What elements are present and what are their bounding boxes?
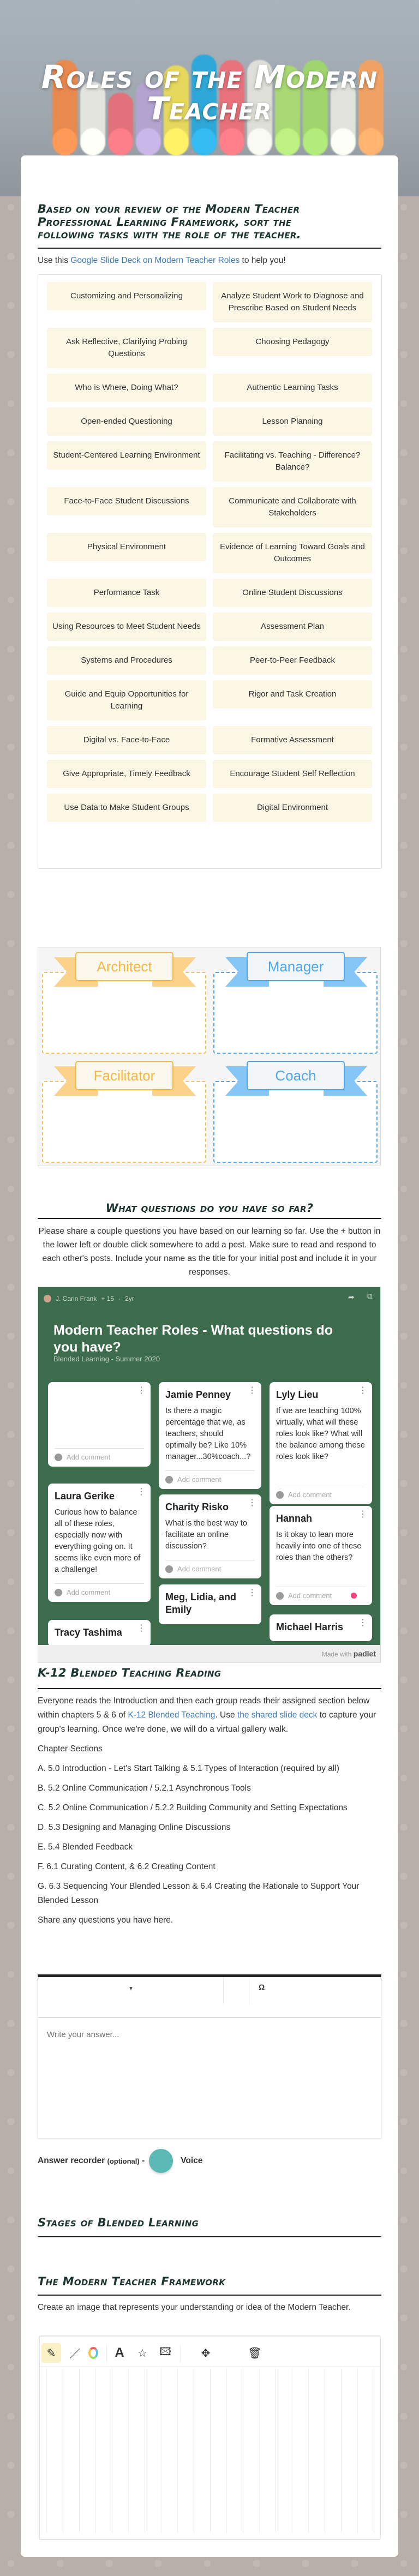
answer-textarea[interactable] — [38, 2019, 381, 2138]
optional-label: (optional) — [107, 2157, 140, 2165]
padlet-subtitle: Blended Learning - Summer 2020 — [53, 1355, 160, 1363]
post-body: Is it okay to lean more heavily into one of these roles than the others? — [276, 1530, 362, 1563]
task-card[interactable]: Performance Task — [47, 579, 206, 607]
share-prompt: Share any questions you have here. — [38, 1916, 173, 1925]
task-card[interactable]: Rigor and Task Creation — [213, 680, 372, 708]
padlet-logo: padlet — [353, 1649, 376, 1658]
task-card[interactable]: Digital Environment — [213, 794, 372, 822]
role-label: Coach — [247, 1061, 345, 1090]
user-avatar — [55, 1454, 62, 1461]
user-avatar — [276, 1491, 284, 1499]
more-options-icon[interactable]: ⋮ — [358, 1618, 367, 1628]
share-icon[interactable]: ➦ — [348, 1293, 355, 1301]
more-options-icon[interactable]: ⋮ — [137, 1624, 146, 1633]
padlet-age: 2yr — [125, 1295, 134, 1302]
move-icon[interactable]: ✥ — [201, 2347, 211, 2359]
task-card[interactable]: Physical Environment — [47, 533, 206, 561]
task-card[interactable]: Facilitating vs. Teaching - Difference? Balance? — [213, 441, 372, 482]
add-comment-placeholder: Add comment — [288, 1491, 332, 1499]
more-options-icon[interactable]: ⋮ — [358, 1510, 367, 1519]
chapter-sections-label: Chapter Sections — [38, 1744, 103, 1754]
slide-deck-link[interactable]: Google Slide Deck on Modern Teacher Roles — [70, 256, 240, 265]
voice-label: Voice — [181, 2156, 203, 2165]
format-dropdown[interactable]: ▾ — [129, 1985, 133, 1992]
padlet-meta — [44, 1295, 134, 1302]
dash: - — [142, 2156, 145, 2165]
task-card[interactable]: Guide and Equip Opportunities for Learning — [47, 680, 206, 720]
post-author: Tracy Tashima — [55, 1627, 122, 1638]
task-card[interactable]: Digital vs. Face-to-Face — [47, 726, 206, 754]
post-body: What is the best way to facilitate an online discussion? — [165, 1519, 247, 1551]
task-card[interactable]: Ask Reflective, Clarifying Probing Questions — [47, 328, 206, 368]
padlet-post[interactable] — [270, 1614, 372, 1641]
color-picker-icon[interactable] — [83, 2343, 103, 2363]
open-external-icon[interactable]: ⧉ — [367, 1292, 373, 1301]
task-card[interactable]: Use Data to Make Student Groups — [47, 794, 206, 822]
page-title: Roles of the Modern Teacher — [41, 58, 378, 127]
toolbar-divider — [40, 2366, 380, 2367]
made-with-label: Made with — [321, 1650, 352, 1658]
task-card[interactable]: Formative Assessment — [213, 726, 372, 754]
shared-slide-deck-link[interactable]: the shared slide deck — [237, 1710, 318, 1720]
chapter-section-item: B. 5.2 Online Communication / 5.2.1 Asynchronous Tools — [38, 1784, 251, 1793]
padlet-post[interactable] — [48, 1620, 151, 1647]
add-comment-placeholder: Add comment — [67, 1588, 111, 1597]
post-author: Hannah — [276, 1513, 313, 1524]
add-comment-field[interactable] — [55, 1448, 144, 1467]
shape-star-icon[interactable]: ☆ — [137, 2347, 147, 2359]
task-card[interactable]: Communicate and Collaborate with Stakeholders — [213, 487, 372, 527]
divider — [38, 1688, 381, 1689]
divider — [38, 2236, 381, 2237]
task-card[interactable]: Using Resources to Meet Student Needs — [47, 613, 206, 641]
task-card[interactable]: Authentic Learning Tasks — [213, 374, 372, 402]
add-comment-field[interactable] — [165, 1560, 255, 1578]
user-avatar — [276, 1592, 284, 1600]
task-card[interactable]: Peer-to-Peer Feedback — [213, 646, 372, 675]
toolbar-separator — [223, 1977, 224, 2004]
framework-heading: The Modern Teacher Framework — [38, 2275, 226, 2288]
post-author: Lyly Lieu — [276, 1389, 319, 1400]
divider — [38, 248, 381, 249]
padlet-post[interactable] — [159, 1494, 261, 1578]
task-card[interactable]: Systems and Procedures — [47, 646, 206, 675]
questions-heading: What questions do you have so far? — [105, 1202, 314, 1215]
reaction-dot — [351, 1593, 357, 1599]
insert-image-icon[interactable]: 🖾 — [159, 2346, 171, 2358]
text-tool-icon[interactable]: A — [115, 2345, 124, 2360]
drawing-whiteboard[interactable] — [39, 2335, 381, 2540]
task-card[interactable]: Give Appropriate, Timely Feedback — [47, 760, 206, 788]
padlet-post[interactable] — [270, 1382, 372, 1504]
chapter-section-item: C. 5.2 Online Communication / 5.2.2 Building Community and Setting Expectations — [38, 1803, 348, 1812]
user-avatar — [165, 1565, 173, 1573]
intro-text-end: to help you! — [240, 256, 286, 265]
reading-body — [38, 1694, 381, 1928]
task-card[interactable]: Customizing and Personalizing — [47, 282, 206, 310]
role-banner — [54, 1061, 196, 1091]
more-options-icon[interactable]: ⋮ — [137, 1487, 146, 1497]
post-author: Michael Harris — [276, 1622, 344, 1632]
padlet-title: Modern Teacher Roles - What questions do you have? — [53, 1323, 333, 1355]
add-comment-placeholder: Add comment — [67, 1453, 111, 1461]
divider — [38, 1218, 381, 1219]
role-banner — [54, 952, 196, 982]
chapter-section-item: D. 5.3 Designing and Managing Online Discussions — [38, 1823, 231, 1832]
post-body: Curious how to balance all of these roles, especially now with everything going on. It seems like even more of a challenge! — [55, 1508, 141, 1575]
padlet-author[interactable]: J. Carin Frank — [56, 1295, 97, 1302]
pencil-tool-icon[interactable]: ✎ — [41, 2343, 61, 2363]
drawing-canvas[interactable] — [40, 2367, 380, 2533]
task-pool — [38, 274, 382, 869]
task-card[interactable]: Online Student Discussions — [213, 579, 372, 607]
recorder-label: Answer recorder — [38, 2156, 105, 2165]
task-card[interactable]: Encourage Student Self Reflection — [213, 760, 372, 788]
padlet-post[interactable] — [48, 1382, 151, 1467]
task-card[interactable]: Choosing Pedagogy — [213, 328, 372, 356]
more-options-icon[interactable]: ⋮ — [248, 1498, 256, 1508]
add-comment-field[interactable] — [55, 1583, 144, 1602]
stages-heading: Stages of Blended Learning — [38, 2216, 199, 2229]
divider — [38, 2295, 381, 2296]
record-button[interactable] — [149, 2149, 173, 2173]
task-card[interactable]: Analyze Student Work to Diagnose and Prescribe Based on Student Needs — [213, 282, 372, 322]
post-author: Meg, Lidia, and Emily — [165, 1592, 237, 1616]
role-banner — [225, 952, 367, 982]
text: to capture your group's learning. Once we're done, we will do a virtual gallery walk. — [38, 1710, 376, 1734]
dot-separator: · — [118, 1295, 121, 1302]
task-card[interactable]: Open-ended Questioning — [47, 407, 206, 436]
trash-icon[interactable]: 🗑 — [248, 2347, 262, 2359]
framework-instructions: Create an image that represents your understanding or idea of the Modern Teacher. — [38, 2303, 351, 2312]
padlet-post[interactable] — [270, 1506, 372, 1605]
role-sort-board — [38, 947, 381, 1166]
answer-recorder — [38, 2149, 202, 2173]
special-character-icon[interactable]: Ω — [259, 1983, 265, 1991]
task-card[interactable]: Lesson Planning — [213, 407, 372, 436]
padlet-footer[interactable] — [38, 1645, 380, 1662]
chapter-section-item: A. 5.0 Introduction - Let's Start Talking & 5.1 Types of Interaction (required by all) — [38, 1764, 339, 1773]
text: Everyone reads the Introduction and then each group reads their assigned section below within chapters 5 & 6 of — [38, 1696, 370, 1720]
more-options-icon[interactable]: ⋮ — [248, 1386, 256, 1395]
toolbar-separator — [106, 2344, 107, 2363]
answer-editor — [38, 1974, 381, 2138]
chapter-section-item: G. 6.3 Sequencing Your Blended Lesson & 6.4 Creating the Rationale to Support Your Blended Lesson — [38, 1882, 360, 1905]
role-label: Architect — [75, 952, 173, 981]
user-avatar — [165, 1476, 173, 1484]
more-options-icon[interactable]: ⋮ — [137, 1386, 146, 1395]
questions-instructions: Please share a couple questions you have based on our learning so far. Use the + button in the lower left or double click somewhere to add a post. Make sure to read and respond to each other's posts. Include your name as the title for your initial post and include it in your responses. — [38, 1227, 381, 1277]
task-card[interactable]: Who is Where, Doing What? — [47, 374, 206, 402]
role-label: Manager — [247, 952, 345, 981]
post-body: Is there a magic percentage that we, as teachers, should optimally be? Like 10% manager...30%coach...? — [165, 1407, 251, 1462]
post-body: If we are teaching 100% virtually, what will these roles look like? What will the balance among these roles look like? — [276, 1407, 365, 1462]
add-comment-field[interactable] — [276, 1587, 366, 1605]
task-card[interactable]: Face-to-Face Student Discussions — [47, 487, 206, 515]
text: . Use — [215, 1710, 237, 1720]
post-author: Jamie Penney — [165, 1389, 231, 1400]
contributors-count: + 15 — [101, 1295, 115, 1302]
add-comment-placeholder: Add comment — [288, 1592, 332, 1600]
more-options-icon[interactable]: ⋮ — [358, 1386, 367, 1395]
sort-heading: Based on your review of the Modern Teacher Professional Learning Framework, sort the following tasks with the role of the teacher. — [38, 202, 301, 242]
task-card[interactable]: Evidence of Learning Toward Goals and Outcomes — [213, 533, 372, 573]
task-card[interactable]: Assessment Plan — [213, 613, 372, 641]
padlet-post[interactable] — [159, 1584, 261, 1624]
role-label: Facilitator — [75, 1061, 173, 1090]
add-comment-placeholder: Add comment — [177, 1475, 222, 1484]
author-avatar — [44, 1295, 51, 1302]
chapter-section-item: E. 5.4 Blended Feedback — [38, 1842, 133, 1852]
role-banner — [225, 1061, 367, 1091]
add-comment-placeholder: Add comment — [177, 1565, 222, 1574]
padlet-post[interactable] — [159, 1382, 261, 1489]
user-avatar — [55, 1589, 62, 1596]
task-card[interactable]: Student-Centered Learning Environment — [47, 441, 206, 470]
editor-toolbar — [38, 1977, 381, 2018]
add-comment-field[interactable] — [276, 1486, 366, 1504]
post-author: Laura Gerike — [55, 1491, 115, 1502]
padlet-post[interactable] — [48, 1484, 151, 1602]
intro-text: Use this — [38, 256, 71, 265]
more-options-icon[interactable]: ⋮ — [248, 1588, 256, 1598]
pen-tool-icon[interactable]: ／ — [69, 2348, 80, 2361]
chapter-section-item: F. 6.1 Curating Content, & 6.2 Creating Content — [38, 1862, 216, 1871]
reading-heading: K-12 Blended Teaching Reading — [38, 1666, 222, 1679]
toolbar-separator — [180, 2344, 181, 2363]
sort-intro — [38, 254, 286, 268]
post-author: Charity Risko — [165, 1502, 229, 1512]
reading-intro — [38, 1694, 381, 1737]
add-comment-field[interactable] — [165, 1470, 255, 1489]
k12-blended-teaching-link[interactable]: K-12 Blended Teaching — [128, 1710, 216, 1720]
padlet-embed[interactable] — [38, 1287, 381, 1663]
